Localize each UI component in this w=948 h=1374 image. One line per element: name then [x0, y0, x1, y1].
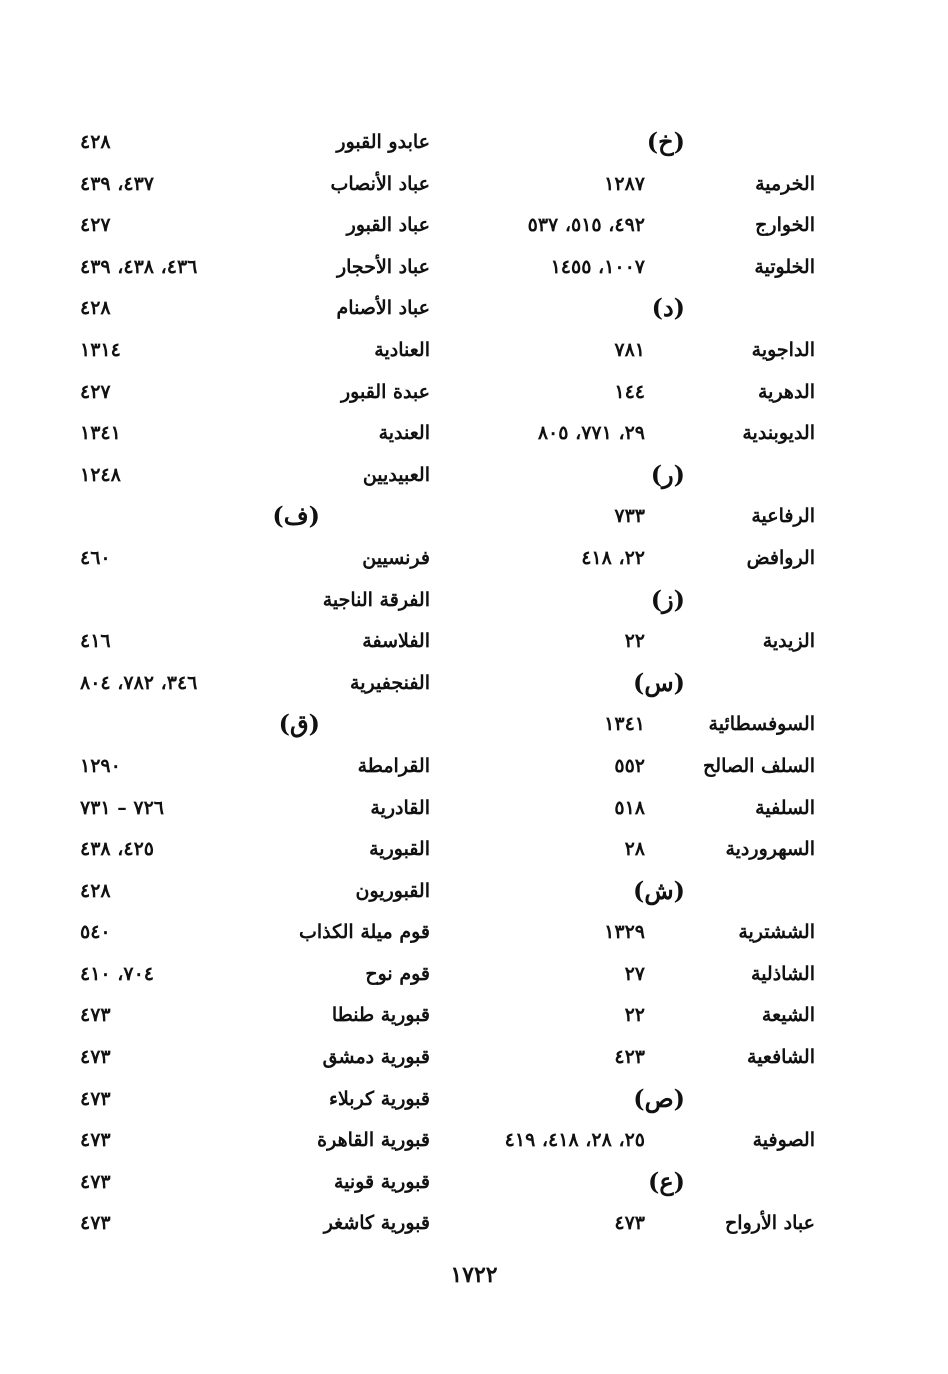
section-letter: (د) [651, 293, 685, 323]
entry-pages [455, 422, 645, 444]
entry-name: الفلاسفة [362, 630, 430, 653]
entry-pages [80, 464, 280, 486]
index-entry [80, 541, 450, 583]
entry-name: قوم ميلة الكذاب [299, 921, 430, 944]
letter-section-header [455, 666, 815, 708]
entry-pages [80, 1004, 280, 1026]
letter-section-header [80, 707, 450, 749]
entry-page-numbers: ٤٧٣ [80, 1170, 111, 1193]
entry-pages [80, 963, 280, 985]
index-entry [80, 1206, 450, 1248]
entry-name: الفرقة الناجية [322, 588, 430, 611]
entry-page-numbers: ٢٢ [624, 630, 645, 653]
index-entry [455, 167, 815, 209]
entry-page-numbers: ٤٧٣ [80, 1129, 111, 1152]
entry-pages [80, 173, 280, 195]
index-entry [80, 832, 450, 874]
section-letter: (ر) [650, 459, 685, 489]
entry-pages [80, 381, 280, 403]
index-entry [455, 707, 815, 749]
entry-pages [80, 256, 280, 278]
section-letter: (ص) [633, 1083, 685, 1113]
entry-name: قوم نوح [365, 962, 430, 985]
index-entry [455, 416, 815, 458]
index-entry [455, 208, 815, 250]
entry-pages [80, 131, 280, 153]
index-entry [80, 375, 450, 417]
entry-page-numbers: ٣٤٦، ٧٨٢، ٨٠٤ [80, 671, 198, 694]
index-entry [455, 541, 815, 583]
entry-pages [80, 797, 280, 819]
letter-section-header [455, 125, 815, 167]
entry-name: عباد الأصنام [336, 297, 430, 320]
entry-page-numbers: ١٢٤٨ [80, 463, 121, 486]
index-entry [80, 666, 450, 708]
entry-pages [455, 838, 645, 860]
index-entry [80, 957, 450, 999]
index-entry [455, 957, 815, 999]
index-entry [80, 1040, 450, 1082]
entry-page-numbers: ٢٢، ٤١٨ [581, 546, 645, 569]
entry-page-numbers: ٥٤٠ [80, 921, 111, 944]
entry-pages [80, 1088, 280, 1110]
index-entry [80, 1165, 450, 1207]
entry-name: السهروردية [725, 838, 815, 861]
entry-pages [80, 547, 280, 569]
entry-name: الششترية [738, 921, 815, 944]
index-entry [455, 998, 815, 1040]
entry-page-numbers: ٤٣٧، ٤٣٩ [80, 172, 154, 195]
entry-pages [80, 339, 280, 361]
entry-name: عابدو القبور [336, 131, 430, 153]
entry-name: فرنسيين [362, 546, 430, 569]
page-number: ١٧٢٢ [450, 1262, 498, 1288]
entry-page-numbers: ٤١٦ [80, 630, 111, 653]
entry-pages [80, 1129, 280, 1151]
entry-pages [455, 1004, 645, 1026]
entry-name: الداجوية [751, 338, 815, 361]
entry-page-numbers: ١٣١٤ [80, 338, 121, 361]
entry-pages [80, 297, 280, 319]
entry-page-numbers: ٢٧ [624, 962, 645, 985]
section-letter: (ز) [650, 584, 685, 614]
entry-name: الدهرية [757, 380, 815, 403]
entry-name: القبورية [369, 838, 430, 861]
entry-name: قبورية دمشق [322, 1046, 430, 1069]
index-entry [455, 499, 815, 541]
entry-page-numbers: ٤٧٣ [80, 1046, 111, 1069]
entry-pages [80, 755, 280, 777]
letter-section-header [455, 1082, 815, 1124]
entry-pages [455, 1212, 645, 1234]
entry-name: الخرمية [755, 172, 815, 195]
entry-page-numbers: ١٠٠٧، ١٤٥٥ [550, 255, 645, 278]
entry-page-numbers: ٢٩، ٧٧١، ٨٠٥ [537, 422, 645, 445]
entry-pages [455, 755, 645, 777]
index-entry [80, 998, 450, 1040]
entry-page-numbers: ٤٣٦، ٤٣٨، ٤٣٩ [80, 255, 198, 278]
index-entry [80, 416, 450, 458]
entry-name: الرفاعية [751, 505, 815, 528]
entry-page-numbers: ٤٧٣ [80, 1087, 111, 1110]
entry-page-numbers: ١٣٤١ [80, 422, 121, 445]
entry-pages [80, 214, 280, 236]
index-column-right [455, 125, 815, 1248]
index-column-left [80, 125, 450, 1248]
entry-name: السوفسطائية [708, 713, 815, 736]
entry-name: عبدة القبور [340, 380, 430, 403]
index-entry [455, 1206, 815, 1248]
entry-name: عباد الأرواح [725, 1212, 815, 1235]
index-entry [455, 250, 815, 292]
index-entry [80, 208, 450, 250]
index-entry [80, 915, 450, 957]
index-entry [80, 458, 450, 500]
entry-name: الروافض [746, 546, 815, 569]
entry-name: القادرية [370, 796, 430, 819]
entry-pages [455, 1046, 645, 1068]
entry-pages [455, 381, 645, 403]
index-entry [455, 1123, 815, 1165]
index-entry [80, 583, 450, 625]
section-letter: (ش) [632, 875, 685, 905]
index-entry [455, 791, 815, 833]
index-entry [80, 749, 450, 791]
entry-pages [80, 1212, 280, 1234]
entry-name: عباد الأحجار [336, 255, 430, 278]
index-entry [80, 333, 450, 375]
entry-pages [455, 173, 645, 195]
entry-page-numbers: ٧٠٤، ٤١٠ [80, 962, 154, 985]
entry-name: قبورية كاشغر [323, 1212, 430, 1235]
index-entry [80, 167, 450, 209]
letter-section-header [455, 291, 815, 333]
entry-pages [80, 1046, 280, 1068]
index-entry [455, 624, 815, 666]
letter-section-header [455, 583, 815, 625]
entry-pages [455, 921, 645, 943]
entry-pages [455, 713, 645, 735]
entry-page-numbers: ١٣٤١ [604, 713, 645, 736]
index-entry [455, 832, 815, 874]
entry-page-numbers: ٤٧٣ [614, 1212, 645, 1235]
entry-page-numbers: ٤٢٨ [80, 297, 111, 320]
entry-page-numbers: ٤٩٢، ٥١٥، ٥٣٧ [527, 214, 645, 237]
entry-name: الشيعة [761, 1004, 815, 1027]
entry-page-numbers: ٤٧٣ [80, 1212, 111, 1235]
section-letter: (ع) [647, 1166, 685, 1196]
section-letter: (خ) [646, 127, 685, 156]
index-entry [80, 624, 450, 666]
index-entry [80, 250, 450, 292]
entry-page-numbers: ٧٣٣ [614, 505, 645, 528]
entry-name: العبيديين [362, 463, 430, 486]
entry-page-numbers: ٤٧٣ [80, 1004, 111, 1027]
entry-name: السلف الصالح [703, 754, 815, 777]
entry-name: الشافعية [747, 1046, 815, 1069]
entry-name: العنادية [374, 338, 430, 361]
entry-pages [80, 921, 280, 943]
entry-name: الزيدية [762, 630, 815, 653]
index-entry [80, 874, 450, 916]
section-letter: (ق) [278, 709, 320, 739]
index-entry [80, 125, 450, 167]
index-entry [455, 1040, 815, 1082]
entry-page-numbers: ٤٢٨ [80, 131, 111, 153]
entry-page-numbers: ٥١٨ [614, 796, 645, 819]
entry-pages [455, 547, 645, 569]
entry-name: عباد القبور [346, 214, 430, 237]
entry-page-numbers: ٤٢٧ [80, 214, 111, 237]
entry-page-numbers: ١٤٤ [614, 380, 645, 403]
entry-page-numbers: ٢٨ [624, 838, 645, 861]
entry-name: القرامطة [357, 754, 430, 777]
section-letter: (ف) [272, 501, 320, 531]
entry-page-numbers: ٤٢٨ [80, 879, 111, 902]
entry-name: الصوفية [752, 1129, 815, 1152]
entry-page-numbers: ٤٢٥، ٤٣٨ [80, 838, 154, 861]
entry-page-numbers: ٤٦٠ [80, 546, 111, 569]
entry-page-numbers: ٢٥، ٢٨، ٤١٨، ٤١٩ [504, 1129, 645, 1152]
entry-name: الشاذلية [751, 962, 815, 985]
entry-page-numbers: ٤٢٧ [80, 380, 111, 403]
index-entry [455, 915, 815, 957]
letter-section-header [455, 1165, 815, 1207]
entry-pages [455, 339, 645, 361]
entry-page-numbers: ٥٥٢ [614, 754, 645, 777]
index-entry [455, 333, 815, 375]
index-entry [80, 1082, 450, 1124]
entry-name: قبورية قونية [333, 1170, 430, 1193]
entry-name: القبوريون [355, 879, 430, 902]
entry-name: الخلوتية [754, 255, 815, 278]
entry-name: السلفية [755, 796, 815, 819]
entry-page-numbers: ١٢٩٠ [80, 754, 121, 777]
index-entry [80, 1123, 450, 1165]
letter-section-header [455, 458, 815, 500]
entry-name: قبورية طنطا [331, 1004, 430, 1027]
entry-pages [80, 838, 280, 860]
entry-pages [455, 797, 645, 819]
index-entry [455, 749, 815, 791]
entry-pages [455, 630, 645, 652]
section-letter: (س) [632, 667, 685, 697]
entry-pages [455, 214, 645, 236]
entry-pages [455, 963, 645, 985]
entry-page-numbers: ٧٢٦ – ٧٣١ [80, 796, 164, 819]
entry-pages [455, 1129, 645, 1151]
entry-name: عباد الأنصاب [330, 172, 430, 195]
entry-page-numbers: ١٣٢٩ [604, 921, 645, 944]
entry-pages [80, 1171, 280, 1193]
entry-name: الديوبندية [742, 422, 815, 445]
entry-page-numbers: ١٢٨٧ [604, 172, 645, 195]
entry-pages [455, 505, 645, 527]
entry-name: الخوارج [755, 214, 815, 237]
entry-name: الفنجفيرية [350, 671, 430, 694]
entry-pages [455, 256, 645, 278]
entry-name: قبورية القاهرة [317, 1129, 430, 1152]
entry-page-numbers: ٧٨١ [614, 338, 645, 361]
entry-page-numbers: ٤٢٣ [614, 1046, 645, 1069]
entry-pages [80, 672, 280, 694]
index-entry [80, 291, 450, 333]
entry-pages [80, 422, 280, 444]
entry-name: قبورية كربلاء [329, 1087, 430, 1110]
letter-section-header [455, 874, 815, 916]
letter-section-header [80, 499, 450, 541]
entry-page-numbers: ٢٢ [624, 1004, 645, 1027]
entry-name: العندية [378, 422, 430, 445]
entry-pages [80, 630, 280, 652]
index-entry [80, 791, 450, 833]
entry-pages [80, 880, 280, 902]
index-entry [455, 375, 815, 417]
